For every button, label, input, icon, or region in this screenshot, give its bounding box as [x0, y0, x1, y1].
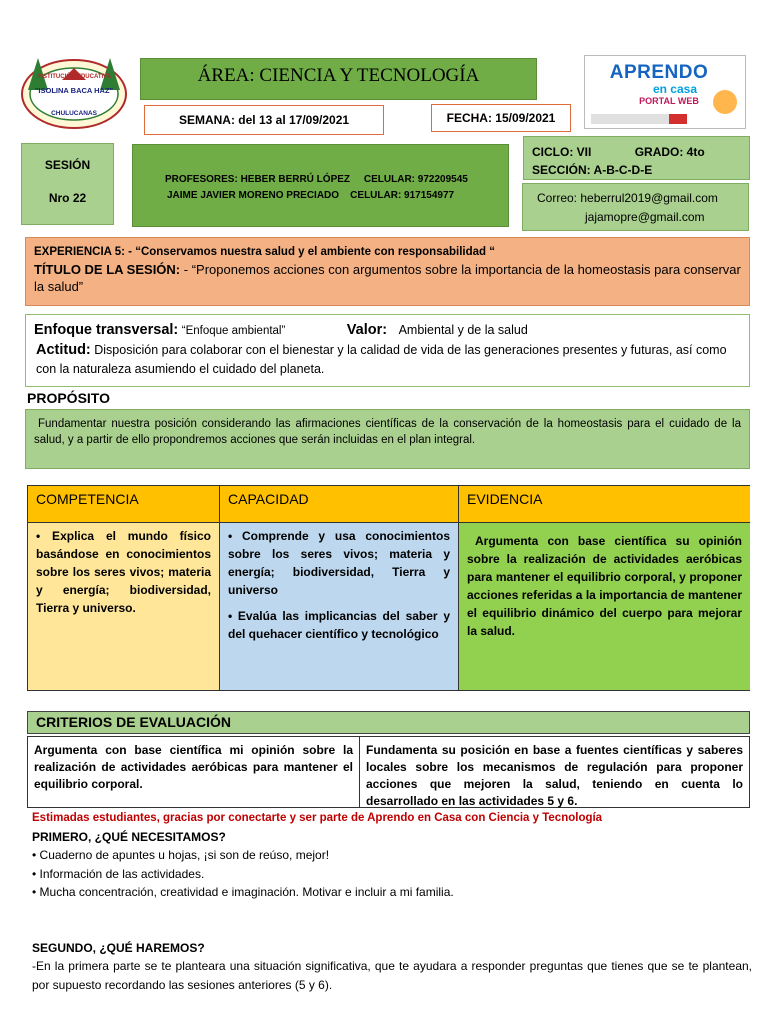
needs-item-2: • Información de las actividades.: [32, 866, 205, 881]
area-title: ÁREA: CIENCIA Y TECNOLOGÍA: [140, 58, 537, 100]
valor-label: Valor:: [346, 322, 388, 338]
capacidad-header: CAPACIDAD: [220, 486, 459, 523]
actitud-label: Actitud:: [36, 342, 91, 358]
teachers-box: [132, 144, 509, 227]
actitud-text: Disposición para colaborar con el bienestar y la calidad de vida de las generaciones presentes y futuras, así como con la naturaleza asumiendo el cuidado del planeta.: [36, 343, 727, 376]
logo-text-top: INSTITUCIÓN EDUCATIVA: [36, 74, 112, 80]
capacidad-item-2: • Evalúa las implicancias del saber y del quehacer científico y tecnológico: [228, 609, 450, 641]
grado-label: GRADO: 4to: [634, 145, 705, 159]
sesion-number: Nro 22: [48, 191, 87, 205]
student-illustration-icon: [713, 90, 737, 114]
criterio-1: Argumenta con base científica mi opinión sobre la realización de actividades aeróbicas para mantener el equilibrio corporal.: [28, 737, 360, 807]
evidencia-header: EVIDENCIA: [459, 486, 750, 523]
session-title-text: - “Proponemos acciones con argumentos sobre la importancia de la homeostasis para conservar la salud”: [34, 262, 741, 294]
valor-value: Ambiental y de la salud: [398, 323, 528, 337]
sesion-box: [21, 143, 114, 225]
needs-item-1: • Cuaderno de apuntes u hojas, ¡si son de reúso, mejor!: [32, 848, 330, 862]
fecha-label: FECHA: 15/09/2021: [431, 104, 571, 132]
logo-text-main: "ISOLINA BACA HAZ": [34, 86, 114, 95]
enfoque-box: Enfoque transversal: “Enfoque ambiental” Valor: Ambiental y de la salud Actitud: Disposición para colaborar con el bienestar y la calidad de vida de las generaciones presentes y futuras, así como con la naturaleza asumiendo el cuidado del planeta.: [25, 314, 750, 387]
sesion-label: SESIÓN: [44, 158, 91, 172]
aprendo-en-casa-logo: [584, 55, 746, 129]
aprendo-title: APRENDO: [609, 62, 709, 83]
segundo-heading: SEGUNDO, ¿QUÉ HAREMOS?: [32, 940, 205, 955]
enfoque-value: “Enfoque ambiental”: [181, 325, 286, 337]
ciclo-label: CICLO: VII: [532, 145, 592, 159]
competencia-cell: • Explica el mundo físico basándose en conocimientos sobre los seres vivos; materia y energía; biodiversidad, Tierra y universo.: [28, 523, 220, 690]
needs-item-3: • Mucha concentración, creatividad e imaginación. Motivar e incluir a mi familia.: [32, 885, 454, 899]
school-logo: [18, 50, 130, 132]
criterios-header: CRITERIOS DE EVALUACIÓN: [27, 711, 750, 734]
aprendo-sub: en casa: [652, 82, 698, 96]
contact-box: [522, 183, 749, 231]
class-info-box: [523, 136, 750, 180]
semana-label: SEMANA: del 13 al 17/09/2021: [144, 105, 384, 135]
enfoque-label: Enfoque transversal: [34, 322, 174, 338]
experience-label: EXPERIENCIA 5:: [34, 246, 125, 258]
capacidad-cell: [220, 523, 459, 690]
competencia-header: COMPETENCIA: [28, 486, 220, 523]
proposito-title: PROPÓSITO: [27, 390, 110, 406]
correo-2: jajamopre@gmail.com: [585, 210, 705, 224]
evidencia-cell: Argumenta con base científica su opinión sobre la realización de actividades aeróbicas para mantener el equilibrio corporal, y proponer acciones referidas a la importancia de mantener el equilibrio dinámico del cuerpo para mejorar la salud.: [459, 523, 750, 690]
experience-text: - “Conservamos nuestra salud y el ambiente con responsabilidad “: [124, 246, 495, 258]
greeting-text: Estimadas estudiantes, gracias por conectarte y ser parte de Aprendo en Casa con Ciencia y Tecnología: [32, 812, 603, 824]
peru-flag-icon: [669, 114, 687, 124]
teacher-line-1: PROFESORES: HEBER BERRÚ LÓPEZ CELULAR: 972209545: [165, 174, 468, 185]
logo-text-bottom: CHULUCANAS: [51, 110, 97, 117]
segundo-text: -En la primera parte se te planteara una situación significativa, que te ayudara a responder preguntas que tienes que se te plantean, por supuesto recordando las sesiones anteriores (5 y 6).: [32, 959, 752, 992]
aprendo-portal: PORTAL WEB: [639, 96, 699, 106]
proposito-text: Fundamentar nuestra posición considerando las afirmaciones científicas de la conservación de la homeostasis para el cuidado de la salud, y a partir de ello propondremos acciones que serán incluidas en el plan integral.: [25, 409, 750, 469]
experience-box: [25, 237, 750, 306]
criterio-2: Fundamenta su posición en base a fuentes científicas y saberes locales sobre los mecanismos de regulación para proponer acciones que mejoren la salud, teniendo en cuenta lo desarrollado en las actividades 5 y 6.: [366, 743, 743, 808]
correo-1: Correo: heberrul2019@gmail.com: [537, 191, 718, 205]
closing-section: [32, 809, 752, 994]
session-title-label: TÍTULO DE LA SESIÓN:: [34, 262, 181, 277]
criterios-body: [27, 736, 750, 808]
primero-heading: PRIMERO, ¿QUÉ NECESITAMOS?: [32, 829, 226, 844]
competency-table: [27, 485, 750, 691]
teacher-line-2: JAIME JAVIER MORENO PRECIADO CELULAR: 917154977: [167, 190, 455, 201]
seccion-label: SECCIÓN: A-B-C-D-E: [532, 163, 653, 177]
capacidad-item-1: • Comprende y usa conocimientos sobre los seres vivos; materia y energía; biodiversidad, Tierra y universo: [228, 529, 450, 597]
